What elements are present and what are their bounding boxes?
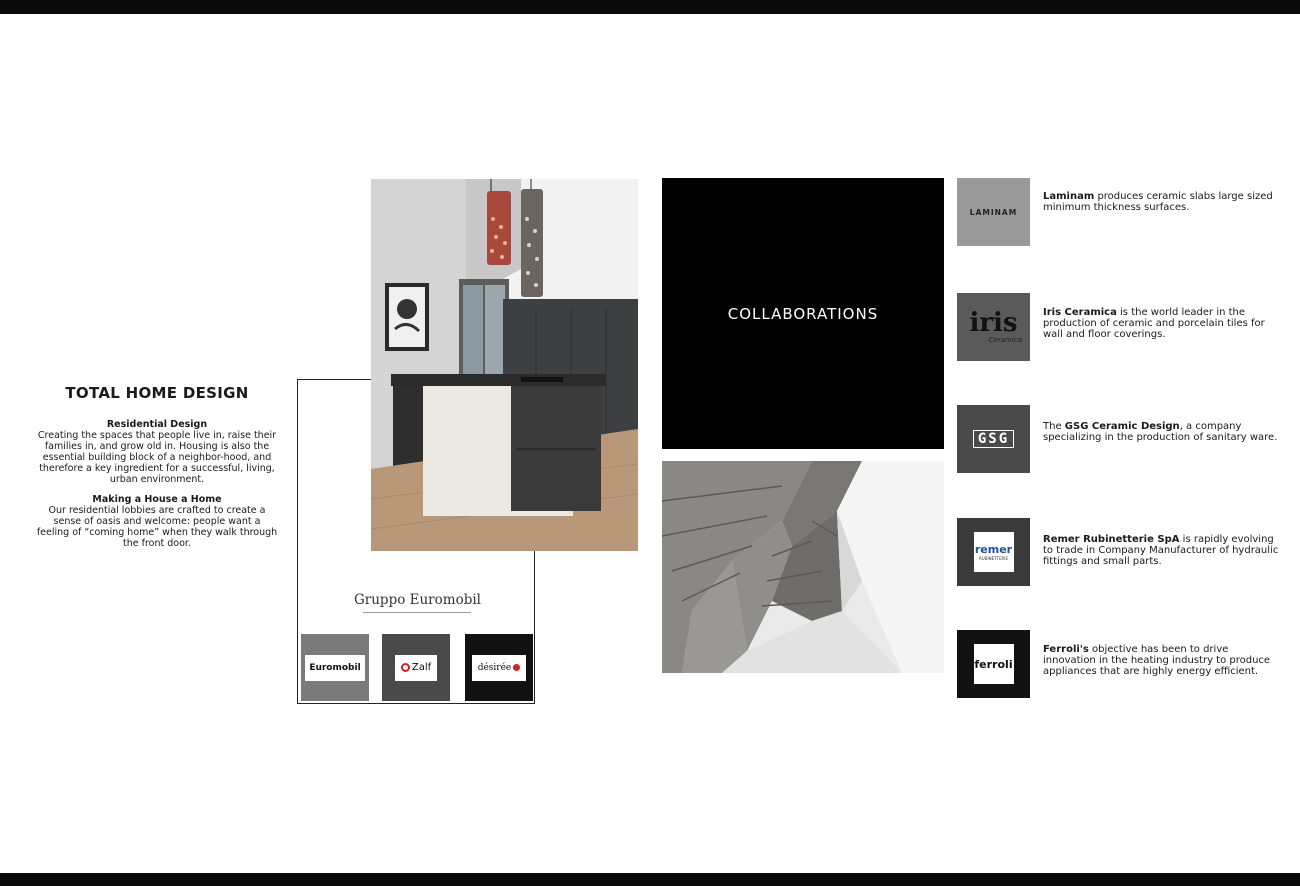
partner-remer-text: Remer Rubinetterie SpA is rapidly evolving to trade in Company Manufacturer of hydraulic fittings and small parts. <box>1043 534 1279 567</box>
partner-remer-name: Remer Rubinetterie SpA <box>1043 534 1180 545</box>
collaborations-title: COLLABORATIONS <box>727 304 879 323</box>
iris-logo-text: iris <box>969 308 1018 338</box>
ferroli-logo-text: ferroli <box>974 657 1013 671</box>
section-heading-home: Making a House a Home <box>92 494 222 505</box>
page-title: TOTAL HOME DESIGN <box>65 384 249 402</box>
brand-desiree-card <box>472 655 526 681</box>
brand-zalf-card <box>395 655 437 681</box>
partner-iris-name: Iris Ceramica <box>1043 307 1117 318</box>
iris-logo <box>957 293 1030 361</box>
gsg-logo <box>957 405 1030 473</box>
brand-euromobil-label: Euromobil <box>309 662 361 673</box>
section-heading-residential: Residential Design <box>106 419 208 430</box>
partner-laminam-text: Laminam produces ceramic slabs large sized minimum thickness surfaces. <box>1043 191 1273 213</box>
laminam-logo-text: LAMINAM <box>969 207 1018 217</box>
brand-euromobil <box>301 634 369 701</box>
iris-logo-sub: Ceramica <box>988 336 1022 344</box>
partner-laminam-name: Laminam <box>1043 191 1095 202</box>
group-name: Gruppo Euromobil <box>354 592 481 608</box>
gsg-logo-text: GSG <box>973 430 1014 448</box>
partner-iris-text: Iris Ceramica is the world leader in the production of ceramic and porcelain tiles for wall and floor coverings. <box>1043 307 1265 340</box>
ferroli-logo <box>957 630 1030 698</box>
kitchen-illustration <box>371 179 638 551</box>
intro-column <box>36 384 278 558</box>
remer-logo <box>957 518 1030 586</box>
brand-desiree-label: désirée <box>477 662 512 673</box>
section-body-residential: Creating the spaces that people live in, raise their families in, and grow old in. Housing is also the essential building block of a neighbor-hood, and therefore a key ingredient for a successful, living, urban environment. <box>37 430 277 485</box>
brand-desiree <box>465 634 533 701</box>
top-bar <box>0 0 1300 14</box>
kitchen-photo <box>371 179 638 551</box>
remer-logo-sub: RUBINETTERIE <box>979 556 1008 561</box>
ferroli-logo-card <box>974 644 1014 684</box>
laminam-logo <box>957 178 1030 246</box>
remer-logo-card <box>974 532 1014 572</box>
section-body-home: Our residential lobbies are crafted to create a sense of oasis and welcome: people want a feeling of “coming home” when they walk through the front door. <box>36 505 278 549</box>
partner-ferroli-name: Ferroli's <box>1043 644 1089 655</box>
bottom-bar <box>0 873 1300 886</box>
brand-euromobil-card <box>305 655 365 681</box>
group-divider <box>363 612 471 613</box>
zalf-swirl-icon <box>401 663 410 672</box>
partner-ferroli-text: Ferroli's objective has been to drive innovation in the heating industry to produce appliances that are highly energy efficient. <box>1043 644 1271 677</box>
brand-zalf-label: Zalf <box>411 662 432 673</box>
partner-gsg-name: GSG Ceramic Design <box>1064 421 1180 432</box>
staircase-illustration <box>662 461 944 673</box>
remer-logo-text: remer <box>974 543 1013 556</box>
desiree-dot-icon <box>513 664 520 671</box>
staircase-photo <box>662 461 944 673</box>
brand-zalf <box>382 634 450 701</box>
collaborations-panel <box>662 178 944 449</box>
partner-gsg-text: The GSG Ceramic Design, a company specializing in the production of sanitary ware. <box>1043 421 1278 443</box>
